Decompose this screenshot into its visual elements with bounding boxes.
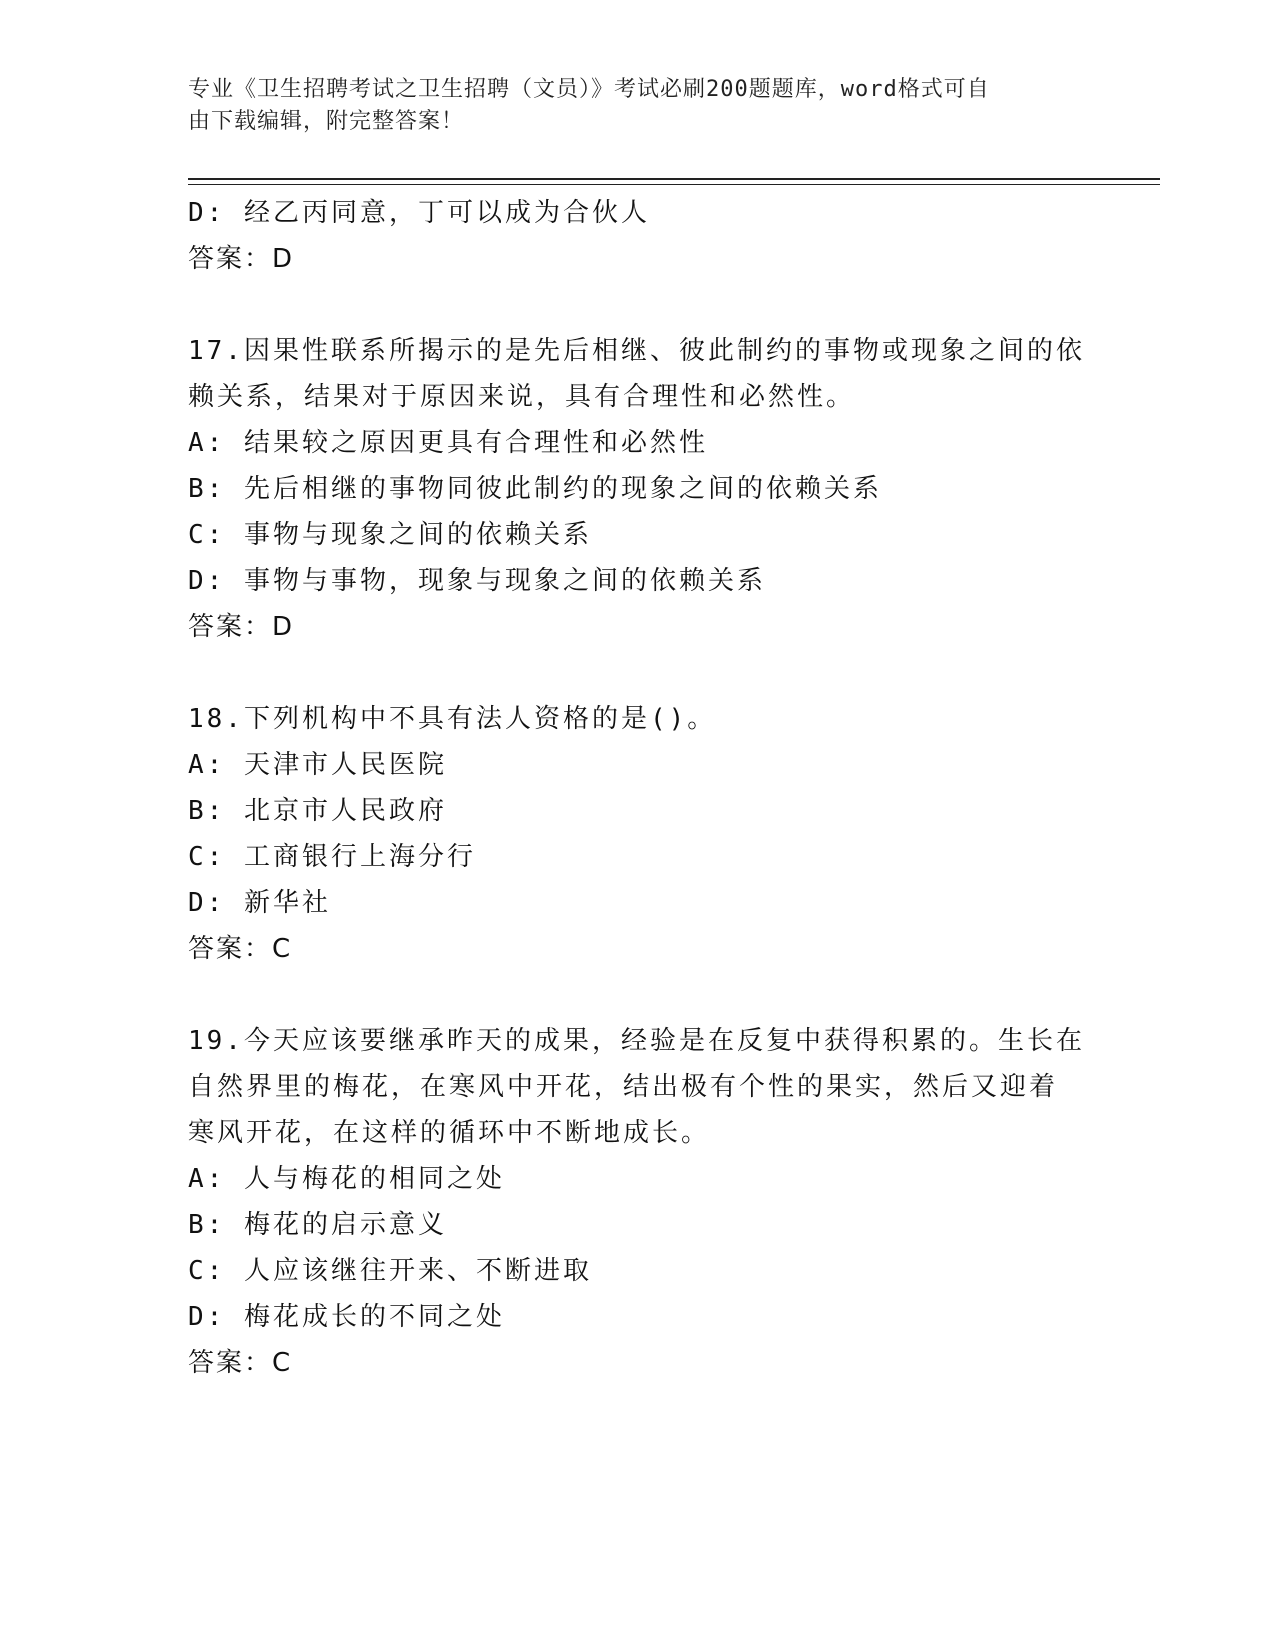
header-line-2: 由下载编辑，附完整答案！	[188, 109, 465, 134]
answer-label: 答案：C	[188, 1348, 293, 1378]
header-divider-thick	[188, 178, 1160, 180]
question-stem: 自然界里的梅花，在寒风中开花，结出极有个性的果实，然后又迎着	[188, 1072, 1059, 1102]
option-b: B: 北京市人民政府	[188, 796, 447, 826]
option-a: A: 人与梅花的相同之处	[188, 1164, 505, 1194]
question-19	[188, 1018, 1088, 1386]
question-list	[188, 190, 1088, 1386]
option-a: A: 天津市人民医院	[188, 750, 447, 780]
option-c: C: 事物与现象之间的依赖关系	[188, 520, 592, 550]
spacer	[188, 650, 1088, 696]
question-18	[188, 696, 1088, 972]
question-17	[188, 328, 1088, 650]
answer-label: 答案：D	[188, 612, 295, 642]
question-stem: 19.今天应该要继承昨天的成果，经验是在反复中获得积累的。生长在	[188, 1026, 1085, 1056]
answer-label: 答案：C	[188, 934, 293, 964]
option-d: D: 事物与事物，现象与现象之间的依赖关系	[188, 566, 766, 596]
answer-label: 答案：D	[188, 244, 295, 274]
question-stem: 17.因果性联系所揭示的是先后相继、彼此制约的事物或现象之间的依	[188, 336, 1085, 366]
option-b: B: 梅花的启示意义	[188, 1210, 447, 1240]
option-d: D: 梅花成长的不同之处	[188, 1302, 505, 1332]
option-a: A: 结果较之原因更具有合理性和必然性	[188, 428, 708, 458]
option-d: D: 新华社	[188, 888, 331, 918]
option-d: D: 经乙丙同意，丁可以成为合伙人	[188, 198, 650, 228]
option-b: B: 先后相继的事物同彼此制约的现象之间的依赖关系	[188, 474, 882, 504]
header-line-1: 专业《卫生招聘考试之卫生招聘（文员）》考试必刷200题题库，word格式可自	[188, 77, 990, 102]
header-divider-thin	[188, 184, 1160, 185]
document-header	[188, 74, 1088, 138]
question-stem: 18.下列机构中不具有法人资格的是()。	[188, 704, 717, 734]
question-stem: 赖关系，结果对于原因来说，具有合理性和必然性。	[188, 382, 856, 412]
spacer	[188, 282, 1088, 328]
spacer	[188, 972, 1088, 1018]
option-c: C: 工商银行上海分行	[188, 842, 476, 872]
question-stem: 寒风开花，在这样的循环中不断地成长。	[188, 1118, 711, 1148]
question-16-tail	[188, 190, 1088, 282]
option-c: C: 人应该继往开来、不断进取	[188, 1256, 592, 1286]
